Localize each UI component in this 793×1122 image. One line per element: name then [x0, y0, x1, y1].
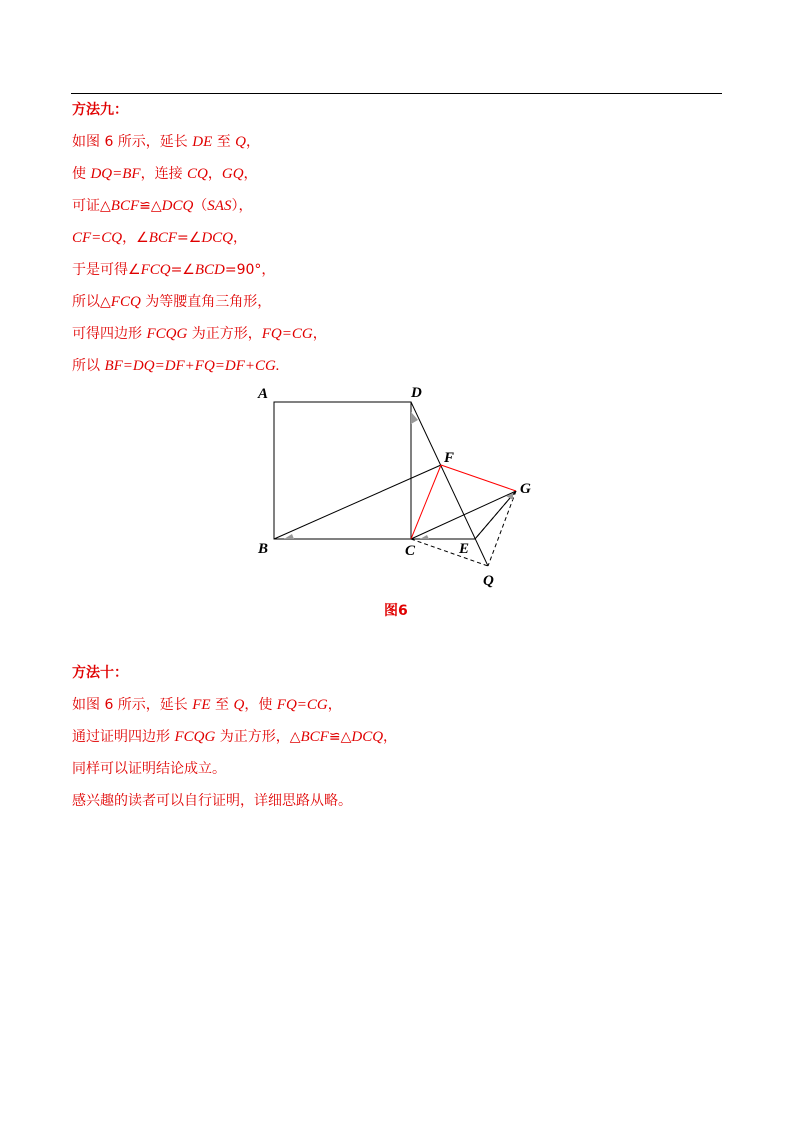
label-q: Q — [483, 573, 494, 589]
math-text: FCQ — [140, 262, 171, 278]
text-segment: ，∠ — [122, 230, 149, 246]
text-segment: （ — [193, 198, 208, 214]
method9-line-7 — [72, 325, 327, 343]
text-segment: 为正方形，△ — [215, 729, 301, 745]
text-segment: ， — [207, 166, 222, 182]
text-segment: ， — [383, 729, 398, 745]
text-segment: 所以△ — [72, 294, 111, 310]
text-segment: 至 — [212, 134, 236, 150]
angle-mark-c — [420, 535, 429, 539]
math-text: FE — [192, 697, 211, 713]
square-abcd — [274, 402, 411, 539]
math-text: BCF — [110, 198, 140, 214]
geometry-figure-6 — [250, 378, 550, 598]
method9-line-3 — [72, 197, 252, 215]
method10-line-3 — [72, 760, 226, 778]
text-segment: 可得四边形 — [72, 326, 147, 342]
math-text: DCQ — [161, 198, 194, 214]
figure-caption: 图6 — [384, 603, 408, 619]
method9-heading: 方法九： — [72, 102, 128, 118]
method10-line-4 — [72, 792, 352, 810]
method9-line-2 — [72, 165, 258, 183]
text-segment: =∠ — [170, 262, 195, 278]
segment-cq — [411, 539, 488, 566]
math-text: DQ=BF — [90, 166, 141, 182]
text-segment: ，连接 — [140, 166, 188, 182]
method9-line-5 — [72, 261, 275, 279]
label-b: B — [258, 541, 269, 557]
text-segment: 感兴趣的读者可以自行证明，详细思路从略。 — [72, 793, 352, 809]
label-d: D — [411, 385, 422, 401]
text-segment: ）， — [231, 198, 253, 214]
label-f: F — [444, 450, 455, 466]
label-g: G — [520, 481, 531, 497]
math-text: FCQG — [174, 729, 216, 745]
label-a: A — [258, 386, 269, 402]
math-text: FCQG — [146, 326, 188, 342]
text-segment: 为等腰直角三角形， — [140, 294, 272, 310]
method10-heading: 方法十： — [72, 665, 128, 681]
math-text: Q — [233, 697, 245, 713]
math-text: BCF — [148, 230, 178, 246]
text-segment: =∠ — [177, 230, 202, 246]
text-segment: ≌△ — [328, 729, 352, 745]
math-text: CF=CQ — [72, 230, 123, 246]
method9-line-8 — [72, 357, 280, 375]
text-segment: ≌△ — [139, 198, 162, 214]
math-text: FCQ — [110, 294, 141, 310]
label-e: E — [459, 541, 470, 557]
text-segment: ， — [243, 166, 258, 182]
text-segment: ， — [312, 326, 327, 342]
math-text: BF=DQ=DF+FQ=DF+CG. — [104, 358, 280, 374]
math-text: DCQ — [351, 729, 384, 745]
text-segment: 于是可得∠ — [72, 262, 141, 278]
math-text: FQ=CG — [276, 697, 328, 713]
method9-line-6 — [72, 293, 271, 311]
text-segment: 如图 6 所示，延长 — [72, 697, 193, 713]
math-text: GQ — [221, 166, 244, 182]
text-segment: ，使 — [244, 697, 277, 713]
text-segment: 使 — [72, 166, 91, 182]
text-segment: 同样可以证明结论成立。 — [72, 761, 226, 777]
math-text: BCF — [300, 729, 329, 745]
text-segment: 所以 — [72, 358, 105, 374]
angle-mark-b — [284, 534, 294, 539]
label-c: C — [405, 543, 416, 559]
math-text: Q — [235, 134, 247, 150]
math-text: DE — [192, 134, 213, 150]
method10-line-1 — [72, 696, 342, 714]
text-segment: ， — [233, 230, 247, 246]
text-segment: =90°， — [224, 262, 276, 278]
math-text: SAS — [207, 198, 232, 214]
method9-line-1 — [72, 133, 260, 151]
math-text: DCQ — [201, 230, 233, 246]
text-segment: ， — [327, 697, 342, 713]
header-rule — [71, 93, 722, 94]
math-text: CQ — [187, 166, 208, 182]
text-segment: 如图 6 所示，延长 — [72, 134, 193, 150]
text-segment: 为正方形， — [187, 326, 262, 342]
math-text: BCD — [194, 262, 225, 278]
text-segment: ， — [246, 134, 261, 150]
text-segment: 通过证明四边形 — [72, 729, 175, 745]
method10-line-2 — [72, 728, 397, 746]
text-segment: 可证△ — [72, 198, 111, 214]
math-text: FQ=CG — [261, 326, 313, 342]
text-segment: 至 — [210, 697, 234, 713]
method9-line-4 — [72, 229, 247, 247]
segment-fg — [441, 465, 516, 491]
segment-dq — [411, 402, 488, 566]
